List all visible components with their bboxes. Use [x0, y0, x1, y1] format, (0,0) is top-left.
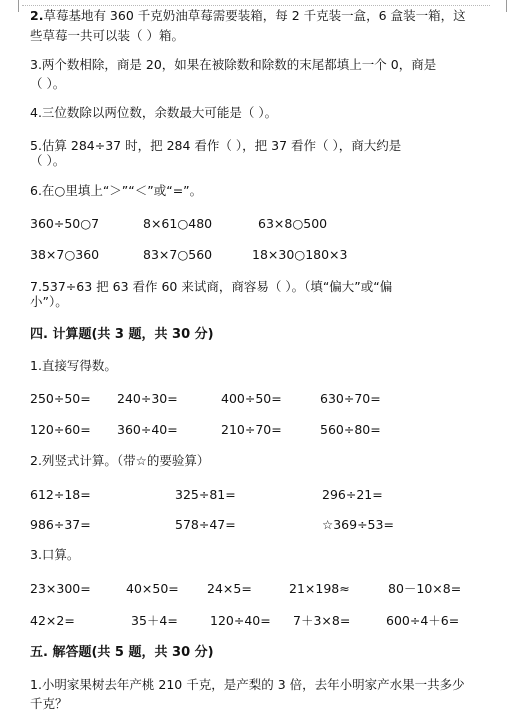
vertical-item: 986÷37= — [30, 517, 91, 532]
calc-3-title: 3.口算。 — [30, 547, 80, 562]
compare-item: 63×8○500 — [258, 216, 328, 231]
question-2-line-1: 2.草莓基地有 360 千克奶油草莓需要装箱，每 2 千克装一盒，6 盒装一箱，这 — [30, 8, 466, 23]
direct-item: 120÷60= — [30, 422, 91, 437]
oral-item: 40×50= — [126, 581, 179, 596]
compare-item: 8×61○480 — [143, 216, 213, 231]
oral-item: 24×5= — [207, 581, 252, 596]
crop-mark-right — [506, 0, 521, 12]
compare-item: 18×30○180×3 — [252, 247, 348, 262]
section-5-heading: 五. 解答题(共 5 题，共 30 分) — [30, 645, 214, 660]
solve-1-line-1: 1.小明家果树去年产桃 210 千克，是产梨的 3 倍，去年小明家产水果一共多少 — [30, 677, 465, 692]
question-3-line-2: （ ）。 — [30, 76, 66, 91]
oral-item: 7＋3×8= — [293, 613, 351, 628]
vertical-item: 612÷18= — [30, 487, 91, 502]
vertical-item: ☆369÷53= — [322, 517, 394, 532]
vertical-item: 578÷47= — [175, 517, 236, 532]
calc-1-title: 1.直接写得数。 — [30, 358, 117, 373]
compare-item: 83×7○560 — [143, 247, 213, 262]
direct-item: 360÷40= — [117, 422, 178, 437]
question-7-line-1: 7.537÷63 把 63 看作 60 来试商，商容易（ ）。（填“偏大”或“偏 — [30, 279, 393, 294]
direct-item: 400÷50= — [221, 391, 282, 406]
compare-item: 38×7○360 — [30, 247, 100, 262]
question-6: 6.在○里填上“＞”“＜”或“=”。 — [30, 183, 203, 198]
question-3-line-1: 3.两个数相除，商是 20，如果在被除数和除数的末尾都填上一个 0，商是 — [30, 57, 437, 72]
direct-item: 630÷70= — [320, 391, 381, 406]
vertical-item: 325÷81= — [175, 487, 236, 502]
calc-2-title: 2.列竖式计算。（带☆的要验算） — [30, 453, 210, 468]
oral-item: 80－10×8= — [388, 581, 462, 596]
section-4-heading: 四. 计算题(共 3 题，共 30 分) — [30, 327, 214, 342]
oral-item: 35＋4= — [131, 613, 178, 628]
direct-item: 210÷70= — [221, 422, 282, 437]
compare-item: 360÷50○7 — [30, 216, 100, 231]
direct-item: 560÷80= — [320, 422, 381, 437]
oral-item: 42×2= — [30, 613, 75, 628]
question-2-line-2: 些草莓一共可以装（ ）箱。 — [30, 28, 184, 43]
oral-item: 23×300= — [30, 581, 91, 596]
question-4: 4.三位数除以两位数，余数最大可能是（ ）。 — [30, 105, 278, 120]
question-text: 草莓基地有 360 千克奶油草莓需要装箱，每 2 千克装一盒，6 盒装一箱，这 — [43, 8, 466, 23]
header-rule — [22, 5, 490, 6]
direct-item: 250÷50= — [30, 391, 91, 406]
solve-1-line-2: 千克？ — [30, 696, 68, 711]
oral-item: 120÷40= — [210, 613, 271, 628]
oral-item: 21×198≈ — [289, 581, 350, 596]
crop-mark-left — [4, 0, 19, 12]
question-7-line-2: 小”）。 — [30, 294, 68, 309]
vertical-item: 296÷21= — [322, 487, 383, 502]
question-5-line-2: （ ）。 — [30, 153, 66, 168]
question-5-line-1: 5.估算 284÷37 时，把 284 看作（ ），把 37 看作（ ），商大约是 — [30, 138, 402, 153]
direct-item: 240÷30= — [117, 391, 178, 406]
oral-item: 600÷4＋6= — [386, 613, 460, 628]
